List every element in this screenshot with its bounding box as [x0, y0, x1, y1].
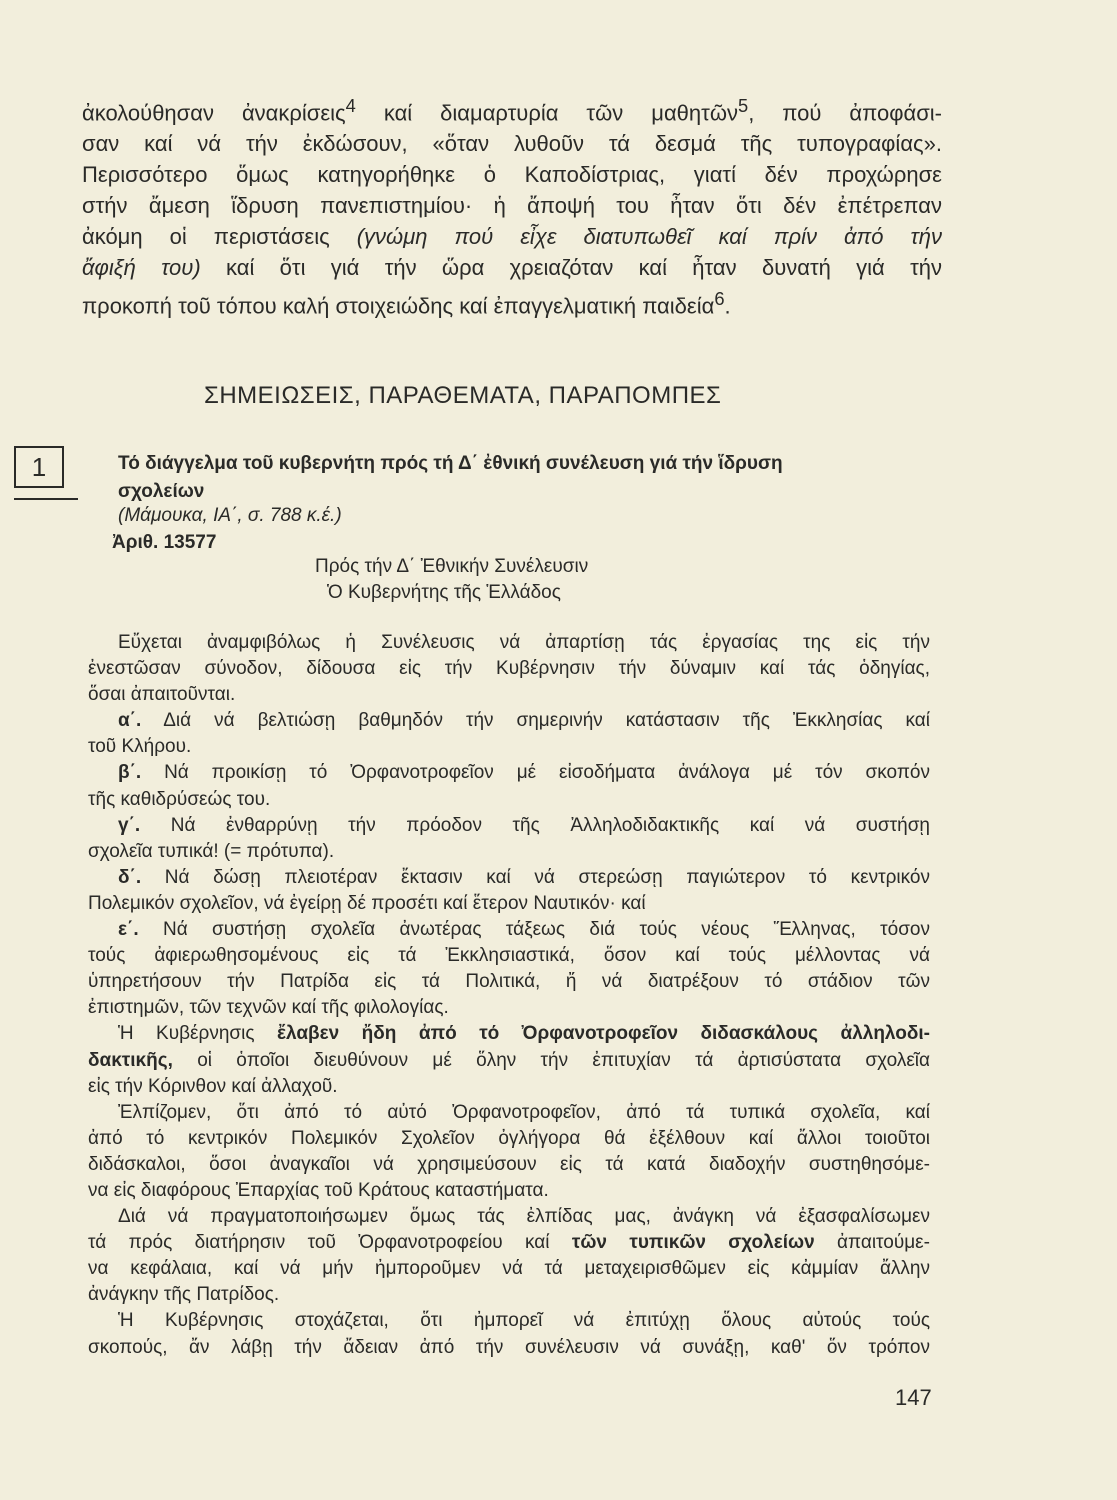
sender: Ὁ Κυβερνήτης τῆς Ἑλλάδος: [327, 582, 561, 603]
text-line: Ἡ Κυβέρνησις ἔλαβεν ἤδη ἀπό τό Ὀρφανοτροφεῖον διδασκάλους ἀλληλοδι-: [118, 1023, 930, 1045]
text-line: Περισσότερο ὅμως κατηγορήθηκε ὁ Καποδίστριας, γιατί δέν προχώρησε: [82, 162, 942, 188]
text-line: ε΄. Νά συστήσῃ σχολεῖα ἀνωτέρας τάξεως διά τούς νέους Ἕλληνας, τόσον: [118, 919, 930, 941]
document-title: [118, 450, 928, 506]
text-line: τά πρός διατήρησιν τοῦ Ὀρφανοτροφείου καί τῶν τυπικῶν σχολείων ἀπαιτούμε-: [88, 1232, 930, 1254]
intro-paragraph: [82, 90, 942, 322]
text-line: α΄. Διά νά βελτιώσῃ βαθμηδόν τήν σημερινήν κατάστασιν τῆς Ἐκκλησίας καί: [118, 710, 930, 732]
document-source: (Μάμουκα, ΙΑ΄, σ. 788 κ.έ.): [118, 505, 342, 526]
footnote-ref: 6: [714, 288, 725, 310]
text-line: Ἡ Κυβέρνησις στοχάζεται, ὅτι ἠμπορεῖ νά ἐπιτύχῃ ὅλους αὐτούς τούς: [118, 1310, 930, 1332]
text-line: ἀνάγκην τῆς Πατρίδος.: [88, 1284, 280, 1306]
text-line: στήν ἄμεση ἵδρυση πανεπιστημίου· ἡ ἄποψή του ἦταν ὅτι δέν ἐπέτρεπαν: [82, 193, 942, 219]
addressee: Πρός τήν Δ΄ Ἐθνικήν Συνέλευσιν: [315, 556, 589, 577]
list-marker: γ΄.: [118, 814, 141, 836]
page-number: 147: [895, 1385, 932, 1410]
text-line: γ΄. Νά ἐνθαρρύνῃ τήν πρόοδον τῆς Ἀλληλοδιδακτικῆς καί νά συστήσῃ: [118, 814, 930, 836]
footnote-ref: 4: [345, 95, 356, 116]
document-reference-number: Ἀριθ. 13577: [112, 532, 217, 553]
text-line: Διά νά πραγματοποιήσωμεν ὅμως τάς ἐλπίδας μας, ἀνάγκη νά ἐξασφαλίσωμεν: [118, 1206, 930, 1228]
text-line: ἀκολούθησαν ἀνακρίσεις$^4$ καί διαμαρτυρία τῶν μαθητῶν$^5$, πού ἀποφάσι-: [82, 95, 943, 126]
text-line: ἀπό τό κεντρικόν Πολεμικόν Σχολεῖον ὀγλήγορα θά ἐξέλθουν καί ἄλλοι τοιοῦτοι: [88, 1127, 930, 1149]
text-line: να εἰς διαφόρους Ἐπαρχίας τοῦ Κράτους καταστήματα.: [88, 1179, 549, 1201]
list-marker: δ΄.: [118, 866, 142, 888]
text-line: σχολεῖα τυπικά! (= πρότυπα).: [88, 840, 335, 862]
text-line: ἄφιξή του) καί ὅτι γιά τήν ὥρα χρειαζόταν καί ἦταν δυνατή γιά τήν: [82, 255, 943, 281]
text-line: ὅσαι ἀπαιτοῦνται.: [88, 684, 236, 706]
text-line: εἰς τήν Κόρινθον καί ἀλλαχοῦ.: [88, 1075, 338, 1097]
text-line: ἀκόμη οἱ περιστάσεις (γνώμη πού εἶχε διατυπωθεῖ καί πρίν ἀπό τήν: [82, 224, 942, 250]
text-line: προκοπή τοῦ τόπου καλή στοιχειώδης καί ἐπαγγελματική παιδεία$^6$.: [82, 288, 731, 319]
text-line: σαν καί νά τήν ἐκδώσουν, «ὅταν λυθοῦν τά δεσμά τῆς τυπογραφίας».: [82, 131, 942, 157]
text-line: τούς ἀφιερωθησομένους εἰς τά Ἐκκλησιαστικά, ὅσον καί τούς μέλλοντας νά: [88, 945, 930, 967]
text-line: διδάσκαλοι, ὅσοι ἀναγκαῖοι νά χρησιμεύσουν εἰς τά κατά διαδοχήν συστηθησόμε-: [88, 1153, 930, 1175]
text-line: να κεφάλαια, καί νά μήν ἠμποροῦμεν νά τά μεταχειρισθῶμεν εἰς κἀμμίαν ἄλλην: [88, 1258, 930, 1280]
text-line: τῆς καθιδρύσεώς του.: [88, 788, 271, 810]
text-line: δ΄. Νά δώσῃ πλειοτέραν ἔκτασιν καί νά στερεώσῃ παγιώτερον τό κεντρικόν: [118, 866, 930, 888]
section-heading: ΣΗΜΕΙΩΣΕΙΣ, ΠΑΡΑΘΕΜΑΤΑ, ΠΑΡΑΠΟΜΠΕΣ: [204, 382, 722, 409]
list-marker: β΄.: [118, 762, 142, 784]
text-line: ὑπηρετήσουν τήν Πατρίδα εἰς τά Πολιτικά, ἤ νά διατρέξουν τό στάδιον τῶν: [88, 971, 930, 993]
list-marker: ε΄.: [118, 919, 139, 941]
text-line: τοῦ Κλήρου.: [88, 736, 192, 758]
text-line: ἐνεστῶσαν σύνοδον, δίδουσα εἰς τήν Κυβέρνησιν τήν δύναμιν καί τάς ὁδηγίας,: [88, 658, 930, 680]
text-line: Πολεμικόν σχολεῖον, νά ἐγείρῃ δέ προσέτι καί ἕτερον Ναυτικόν· καί: [88, 892, 646, 914]
title-line: σχολείων: [118, 481, 205, 502]
footnote-ref: 5: [738, 95, 749, 116]
document-body: [88, 630, 930, 1361]
text-line: Ἐλπίζομεν, ὅτι ἀπό τό αὐτό Ὀρφανοτροφεῖον, ἀπό τά τυπικά σχολεῖα, καί: [118, 1101, 930, 1123]
document-number-box: 1: [14, 446, 64, 488]
text-line: β΄. Νά προικίσῃ τό Ὀρφανοτροφεῖον μέ εἰσοδήματα ἀνάλογα μέ τόν σκοπόν: [118, 762, 930, 784]
text-line: ἐπιστημῶν, τῶν τεχνῶν καί τῆς φιλολογίας.: [88, 997, 449, 1019]
text-line: δακτικῆς, οἱ ὁποῖοι διευθύνουν μέ ὅλην τήν ἐπιτυχίαν τά ἀρτισύστατα σχολεῖα: [88, 1049, 930, 1071]
title-line: Τό διάγγελμα τοῦ κυβερνήτη πρός τή Δ΄ ἐθνική συνέλευση γιά τήν ἵδρυση: [118, 453, 783, 474]
text-line: Εὔχεται ἀναμφιβόλως ἡ Συνέλευσις νά ἀπαρτίσῃ τάς ἐργασίας της εἰς τήν: [118, 632, 930, 653]
list-marker: α΄.: [118, 710, 142, 732]
text-line: σκοπούς, ἄν λάβῃ τήν ἄδειαν ἀπό τήν συνέλευσιν νά συνάξῃ, καθ' ὅν τρόπον: [88, 1336, 930, 1358]
